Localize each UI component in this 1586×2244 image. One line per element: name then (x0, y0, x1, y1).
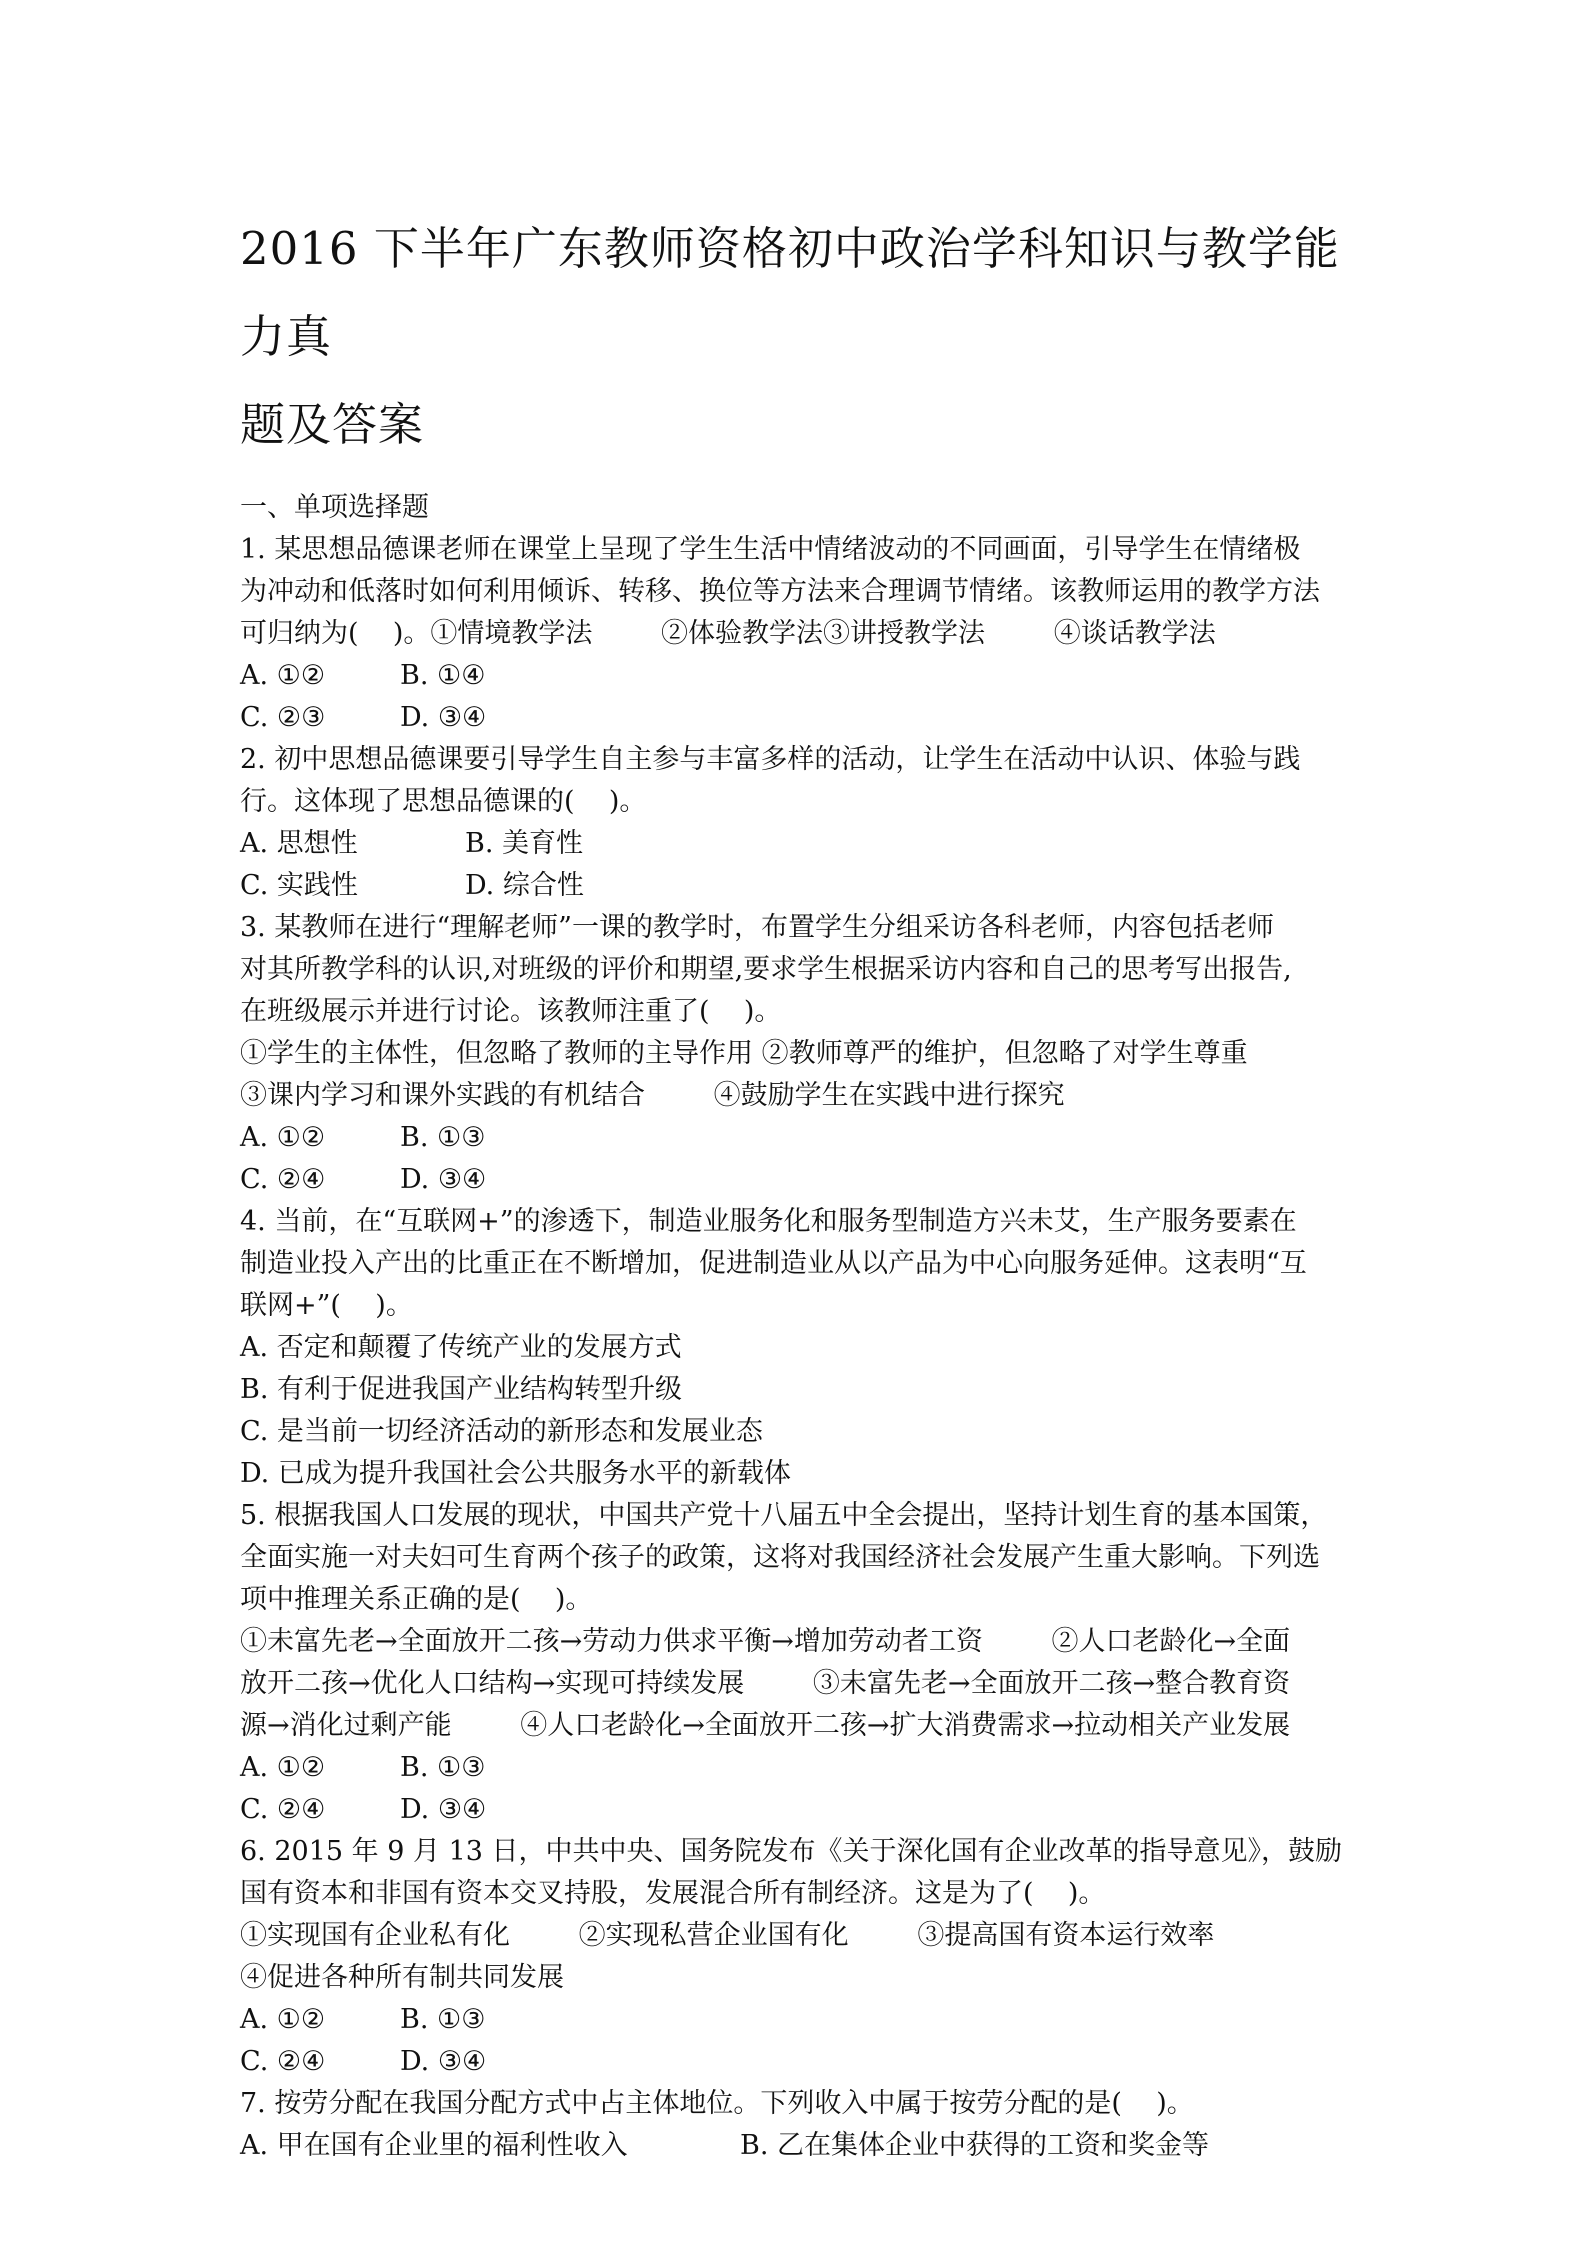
question-text-line: 国有资本和非国有资本交叉持股，发展混合所有制经济。这是为了( )。 (240, 1878, 1106, 1909)
question-text-line: 3. 某教师在进行“理解老师”一课的教学时，布置学生分组采访各科老师，内容包括老师 (240, 912, 1274, 943)
answer-option: B. 乙在集体企业中获得的工资和奖金等 (740, 2130, 1210, 2161)
answer-option: A. ①② (240, 2004, 326, 2035)
question-text-line: 全面实施一对夫妇可生育两个孩子的政策，这将对我国经济社会发展产生重大影响。下列选 (240, 1542, 1320, 1573)
question-text-line: ①实现国有企业私有化 ②实现私营企业国有化 ③提高国有资本运行效率 (240, 1920, 1215, 1951)
answer-option: B. ①④ (400, 660, 486, 691)
document-page (240, 205, 1360, 2167)
answer-option: B. ①③ (400, 2004, 486, 2035)
question-text-line: D. 已成为提升我国社会公共服务水平的新载体 (240, 1458, 791, 1489)
question-text-line: 对其所教学科的认识,对班级的评价和期望,要求学生根据采访内容和自己的思考写出报告, (240, 954, 1292, 985)
answer-options-row (240, 823, 1360, 865)
question-text-line: 6. 2015 年 9 月 13 日，中共中央、国务院发布《关于深化国有企业改革的指导意见》，鼓励 (240, 1836, 1343, 1867)
answer-option: D. 综合性 (465, 870, 584, 901)
question-text-line: 联网+”( )。 (240, 1290, 413, 1321)
question-text-line: 行。这体现了思想品德课的( )。 (240, 786, 647, 817)
document-title (240, 205, 1360, 469)
answer-options-row (240, 2125, 1360, 2167)
question-text-line: 源→消化过剩产能 ④人口老龄化→全面放开二孩→扩大消费需求→拉动相关产业发展 (240, 1710, 1291, 1741)
question-text-line: ④促进各种所有制共同发展 (240, 1962, 564, 1993)
answer-option: D. ③④ (400, 2046, 487, 2077)
question-text-line: 放开二孩→优化人口结构→实现可持续发展 ③未富先老→全面放开二孩→整合教育资 (240, 1668, 1291, 1699)
question-text-line: B. 有利于促进我国产业结构转型升级 (240, 1374, 683, 1405)
answer-option: B. ①③ (400, 1122, 486, 1153)
title-line-1: 2016 下半年广东教师资格初中政治学科知识与教学能力真 (240, 222, 1340, 363)
question-text-line: 5. 根据我国人口发展的现状，中国共产党十八届五中全会提出，坚持计划生育的基本国策， (240, 1500, 1328, 1531)
answer-option: C. ②④ (240, 2046, 326, 2077)
answer-option: A. ①② (240, 1752, 326, 1783)
answer-option: B. 美育性 (465, 828, 584, 859)
question-text-line: C. 是当前一切经济活动的新形态和发展业态 (240, 1416, 763, 1447)
answer-option: C. ②④ (240, 1164, 326, 1195)
question-text-line: 可归纳为( )。①情境教学法 ②体验教学法③讲授教学法 ④谈话教学法 (240, 618, 1216, 649)
question-text-line: 1. 某思想品德课老师在课堂上呈现了学生生活中情绪波动的不同画面，引导学生在情绪极 (240, 534, 1301, 565)
question-text-line: ③课内学习和课外实践的有机结合 ④鼓励学生在实践中进行探究 (240, 1080, 1065, 1111)
answer-options-row (240, 1789, 1360, 1831)
answer-option: A. 思想性 (240, 828, 358, 859)
question-2 (240, 739, 1360, 907)
answer-option: A. ①② (240, 1122, 326, 1153)
question-6 (240, 1831, 1360, 2083)
question-text-line: 4. 当前，在“互联网+”的渗透下，制造业服务化和服务型制造方兴未艾，生产服务要素在 (240, 1206, 1297, 1237)
answer-option: C. ②③ (240, 702, 326, 733)
answer-option: D. ③④ (400, 702, 487, 733)
answer-option: C. 实践性 (240, 870, 358, 901)
answer-option: A. 甲在国有企业里的福利性收入 (240, 2130, 628, 2161)
answer-options-row (240, 697, 1360, 739)
question-list (240, 529, 1360, 2167)
title-line-2: 题及答案 (240, 398, 425, 451)
answer-options-row (240, 1159, 1360, 1201)
question-1 (240, 529, 1360, 739)
answer-options-row (240, 2041, 1360, 2083)
question-text-line: 为冲动和低落时如何利用倾诉、转移、换位等方法来合理调节情绪。该教师运用的教学方法 (240, 576, 1320, 607)
answer-options-row (240, 1747, 1360, 1789)
answer-option: D. ③④ (400, 1794, 487, 1825)
question-3 (240, 907, 1360, 1201)
section-heading: 一、单项选择题 (240, 492, 429, 523)
question-7 (240, 2083, 1360, 2167)
question-text-line: 在班级展示并进行讨论。该教师注重了( )。 (240, 996, 782, 1027)
question-text-line: 7. 按劳分配在我国分配方式中占主体地位。下列收入中属于按劳分配的是( )。 (240, 2088, 1194, 2119)
question-5 (240, 1495, 1360, 1831)
question-text-line: ①学生的主体性，但忽略了教师的主导作用 ②教师尊严的维护，但忽略了对学生尊重 (240, 1038, 1248, 1069)
question-text-line: A. 否定和颠覆了传统产业的发展方式 (240, 1332, 682, 1363)
question-text-line: 制造业投入产出的比重正在不断增加，促进制造业从以产品为中心向服务延伸。这表明“互 (240, 1248, 1307, 1279)
answer-options-row (240, 865, 1360, 907)
answer-option: A. ①② (240, 660, 326, 691)
question-4 (240, 1201, 1360, 1495)
question-text-line: 2. 初中思想品德课要引导学生自主参与丰富多样的活动，让学生在活动中认识、体验与践 (240, 744, 1301, 775)
answer-option: C. ②④ (240, 1794, 326, 1825)
answer-option: D. ③④ (400, 1164, 487, 1195)
answer-option: B. ①③ (400, 1752, 486, 1783)
answer-options-row (240, 1117, 1360, 1159)
answer-options-row (240, 1999, 1360, 2041)
answer-options-row (240, 655, 1360, 697)
question-text-line: ①未富先老→全面放开二孩→劳动力供求平衡→增加劳动者工资 ②人口老龄化→全面 (240, 1626, 1291, 1657)
question-text-line: 项中推理关系正确的是( )。 (240, 1584, 593, 1615)
